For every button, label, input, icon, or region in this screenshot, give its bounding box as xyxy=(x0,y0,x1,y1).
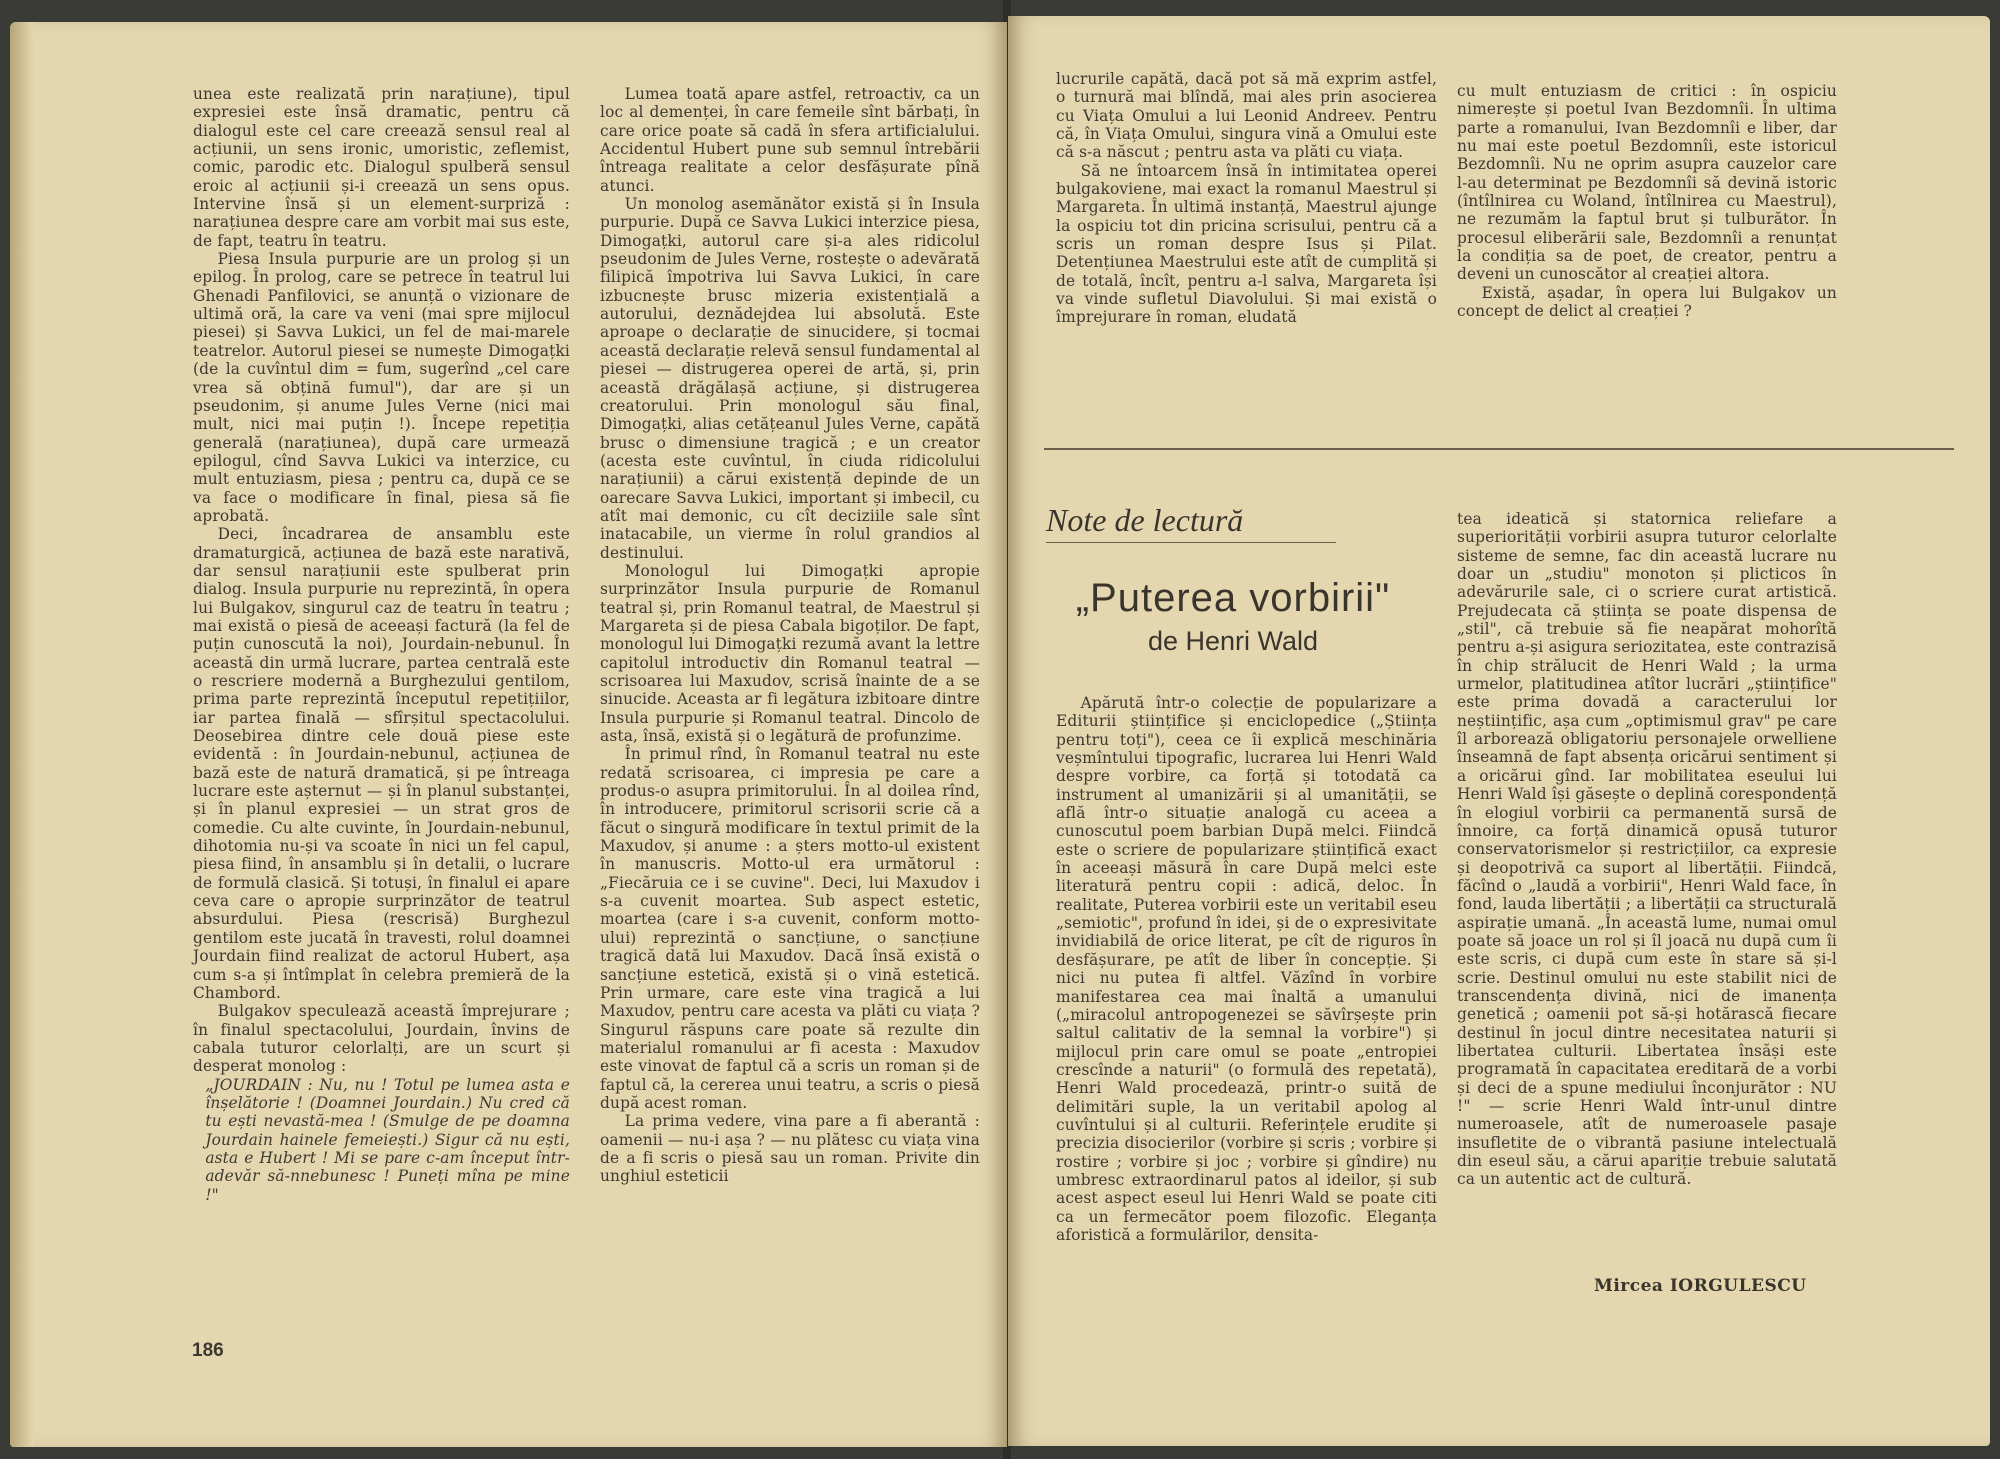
right-column-3 xyxy=(1056,694,1437,1244)
paragraph: Un monolog asemănător există și în Insula purpurie. După ce Savva Lukici interzice piesa, Dimogațki, autorul care și-a ales ridicolul pseudonim de Jules Verne, rostește o adevărată filipică împotriva lui Savva Lukici, în care izbucnește brusc mizeria existențială a autorului, deznădejdea lui absolută. Este aproape o declarație de sinucidere, și tocmai această declarație relevă sensul fundamental al piesei — distrugerea operei de artă, și, prin această drăgălașă acțiune, și distrugerea creatorului. Prin monologul său final, Dimogațki, alias cetățeanul Jules Verne, capătă brusc o dimensiune tragică ; e un creator (acesta este cuvîntul, în ciuda ridicolului narațiunii) a cărui existență depinde de un oarecare Savva Lukici, important și imbecil, cu atît mai demonic, cu cît deciziile sale sînt inatacabile, un vierme în rolul grandios al destinului. xyxy=(600,195,980,562)
left-page xyxy=(10,22,1007,1447)
signature: Mircea IORGULESCU xyxy=(1594,1276,1807,1296)
right-column-2 xyxy=(1457,82,1837,320)
section-divider xyxy=(1044,448,1954,450)
rubric-heading: Note de lectură xyxy=(1046,502,1244,538)
review-author-subtitle: de Henri Wald xyxy=(1147,626,1319,656)
right-column-4 xyxy=(1457,510,1837,1189)
paragraph: Există, așadar, în opera lui Bulgakov un concept de delict al creației ? xyxy=(1457,283,1837,321)
page-number: 186 xyxy=(192,1340,224,1361)
paragraph: Deci, încadrarea de ansamblu este dramaturgică, acțiunea de bază este narativă, dar sensul narațiunii este spulberat prin dialog. Insula purpurie nu reprezintă, în opera lui Bulgakov, singurul caz de teatru în teatru ; mai există o piesă de aceeași factură (la fel de puțin cunoscută la noi), Jourdain-nebunul. În această din urmă lucrare, partea centrală este o rescriere modernă a Burghezului gentilom, prima parte reprezintă începutul repetițiilor, iar partea finală — sfîrșitul spectacolului. Deosebirea dintre cele două piese este evidentă : în Jourdain-nebunul, acțiunea de bază este de natură dramatică, și pe întreaga lucrare este așternut — și în planul substanței, și în planul expresiei — un strat gros de comedie. Cu alte cuvinte, în Jourdain-nebunul, dihotomia nu-și va scoate în nici un fel capul, piesa fiind, în ansamblu și în detalii, o lucrare de formulă clasică. Și totuși, în finalul ei apare ceva care o apropie surprinzător de teatrul absurdului. Piesa (rescrisă) Burghezul gentilom este jucată în travesti, rolul doamnei Jourdain fiind realizat de actorul Hubert, așa cum s-a și întîmplat în celebra premieră de la Chambord. xyxy=(193,525,570,1002)
left-column-2 xyxy=(600,85,980,1186)
left-column-1 xyxy=(193,85,570,1204)
paragraph: Apărută într-o colecție de popularizare a Editurii științifice și enciclopedice („Știința pentru toți"), ceea ce îi explică meschinăria veșmîntului tipografic, lucrarea lui Henri Wald despre vorbire, ca forță și totodată ca instrument al umanizării și al umanității, se află într-o situație analogă cu aceea a cunoscutul poem barbian După melci. Fiindcă este o scriere de popularizare științifică exact în aceeași măsură în care După melci este literatură pentru copii : adică, deloc. În realitate, Puterea vorbirii este un veritabil eseu „semiotic", profund în idei, și de o expresivitate invidiabilă de orice literat, pe cît de riguros în desfășurare, pe atît de liber în concepție. Și nici nu putea fi altfel. Văzînd în vorbire manifestarea cea mai înaltă a umanului („miracolul antropogenezei se săvîrșește prin saltul calitativ de la semnal la vorbire") și mijlocul prin care omul se poate „entropiei crescînde a naturii" (o formulă des repetată), Henri Wald procedează, printr-o suită de delimitări suple, la un veritabil apolog al cuvîntului și al culturii. Referințele erudite și precizia disocierilor (vorbire și scris ; vorbire și rostire ; vorbire și joc ; vorbire și gîndire) nu umbresc extraordinarul patos al ideilor, și sub acest aspect eseul lui Henri Wald se poate citi ca un fermecător poem filozofic. Eleganța aforistică a formulărilor, densita- xyxy=(1056,694,1437,1244)
paragraph: În primul rînd, în Romanul teatral nu este redată scrisoarea, ci impresia pe care a produs-o asupra primitorului. În al doilea rînd, în introducere, primitorul scrisorii scrie că a făcut o singură modificare în textul primit de la Maxudov, și anume : a șters motto-ul existent în manuscris. Motto-ul era următorul : „Fiecăruia ce i se cuvine". Deci, lui Maxudov i s-a cuvenit moartea. Sub aspect estetic, moartea (care i s-a cuvenit, conform motto-ului) reprezintă o sancțiune, o sancțiune tragică dată lui Maxudov. Dacă însă există o sancțiune estetică, există și o vină estetică. Prin urmare, care este vina tragică a lui Maxudov, pentru care acesta va plăti cu viața ? Singurul răspuns care poate să rezulte din materialul romanului ar fi acesta : Maxudov este vinovat de faptul că a scris un roman și de faptul că, la cererea unui teatru, a scris o piesă după acest roman. xyxy=(600,745,980,1112)
paragraph: La prima vedere, vina pare a fi aberantă : oamenii — nu-i așa ? — nu plătesc cu viața vina de a fi scris o piesă sau un roman. Privite din unghiul esteticii xyxy=(600,1112,980,1186)
paragraph: tea ideatică și statornica reliefare a superiorității vorbirii asupra tuturor celorlalte sisteme de semne, fac din această lucrare nu doar un „studiu" monoton și plicticos în adevărurile sale, ci o scriere curat artistică. Prejudecata că știința se poate dispensa de „stil", că trebuie să fie neapărat mohorîtă pentru a-și asigura seriozitatea, este contrazisă în chip strălucit de Henri Wald ; la urma urmelor, platitudinea atîtor lucrări „științifice" este prima dovadă a caracterului lor neștiințific, așa cum „optimismul grav" pe care îl arborează obligatoriu personajele orwelliene înseamnă de fapt absența oricărui sentiment și a oricărui gînd. Iar mobilitatea eseului lui Henri Wald își găsește o deplină corespondență în elogiul vorbirii ca permanentă sursă de înnoire, ca forță dinamică opusă tuturor conservatorismelor și restricțiilor, ca expresie și deopotrivă ca suport al libertății. Fiindcă, făcînd o „laudă a vorbirii", Henri Wald face, în fond, lauda libertății ; a libertății ca structurală aspirație umană. „În această lume, numai omul poate să joace un rol și îl joacă nu după cum îi este scris, ci după cum este în stare să și-l scrie. Destinul omului nu este stabilit nici de transcendența divină, nici de imanența genetică ; oamenii pot să-și hotărască fiecare destinul în jocul dintre necesitatea naturii și libertatea culturii. Libertatea însăși este programată în capacitatea ereditară de a vorbi și deci de a spune mediului înconjurător : NU !" — scrie Henri Wald într-unul dintre numeroasele, atît de numeroasele pasaje insufletite de o vibrantă pasiune intelectuală din eseul său, a cărui apariție trebuie salutată ca un autentic act de cultură. xyxy=(1457,510,1837,1189)
right-column-1 xyxy=(1056,70,1437,327)
paragraph: lucrurile capătă, dacă pot să mă exprim astfel, o turnură mai blîndă, mai ales prin asocierea cu Viața Omului a lui Leonid Andreev. Pentru că, în Viața Omului, singura vină a Omului este că s-a născut ; pentru asta va plăti cu viața. xyxy=(1056,70,1437,162)
paragraph: cu mult entuziasm de critici : în ospiciu nimerește și poetul Ivan Bezdomnîi. În ultima parte a romanului, Ivan Bezdomnîi e liber, dar nu mai este poetul Bezdomnîi, este istoricul Bezdomnîi. Nu ne oprim asupra cauzelor care l-au determinat pe Bezdomnîi să devină istoric (întîlnirea cu Woland, întîlnirea cu Maestrul), ne rezumăm la faptul brut și tulburător. În procesul eliberării sale, Bezdomnîi a renunțat la condiția sa de poet, de creator, pentru a deveni un cunoscător al creației altora. xyxy=(1457,82,1837,284)
paragraph: Lumea toată apare astfel, retroactiv, ca un loc al demenței, în care femeile sînt bărbați, în care orice poate să cadă în sfera artificialului. Accidentul Hubert pune sub semnul întrebării întreaga realitate a celor desfășurate pînă atunci. xyxy=(600,85,980,195)
right-page xyxy=(1008,16,1990,1446)
review-title: „Puterea vorbirii" xyxy=(1075,576,1391,620)
paragraph: Bulgakov speculează această împrejurare ; în finalul spectacolului, Jourdain, învins de cabala tuturor celorlalți, are un scurt și desperat monolog : xyxy=(193,1002,570,1076)
paragraph: Să ne întoarcem însă în intimitatea operei bulgakoviene, mai exact la romanul Maestrul și Margareta. În ultimă instanță, Maestrul ajunge la ospiciu tot din pricina scrisului, pentru că a scris un roman despre Isus și Pilat. Detențiunea Maestrului este atît de cumplită și de totală, încît, pentru a-l salva, Margareta își va vinde sufletul Diavolului. Și mai există o împrejurare în roman, eludată xyxy=(1056,161,1437,327)
left-page-edge xyxy=(10,22,34,1447)
paragraph: „JOURDAIN : Nu, nu ! Totul pe lumea asta e înșelătorie ! (Doamnei Jourdain.) Nu cred că tu ești nevastă-mea ! (Smulge de pe doamna Jourdain hainele femeiești.) Sigur că nu ești, asta e Hubert ! Mi se pare c-am început într-adevăr să-nnebunesc ! Puneți mîna pe mine !" xyxy=(205,1075,570,1204)
paragraph: Piesa Insula purpurie are un prolog și un epilog. În prolog, care se petrece în teatrul lui Ghenadi Panfilovici, se anunță o vizionare de ultimă oră, la care va veni (mai spre mijlocul piesei) și Savva Lukici, un fel de mai-marele teatrelor. Autorul piesei se numește Dimogațki (de la cuvîntul dim = fum, sugerînd „cel care vrea să obțină fumul"), dar are și un pseudonim, și anume Jules Verne (nici mai mult, nici mai puțin !). Începe repetiția generală (narațiunea), după care urmează epilogul, cînd Savva Lukici va interzice, cu mult entuziasm, piesa ; pentru ca, după ce se va face o modificare în final, piesa să fie aprobată. xyxy=(193,250,570,525)
paragraph: Monologul lui Dimogațki apropie surprinzător Insula purpurie de Romanul teatral și, prin Romanul teatral, de Maestrul și Margareta și de piesa Cabala bigoților. De fapt, monologul lui Dimogațki rezumă avant la lettre capitolul introductiv din Romanul teatral — scrisoarea lui Maxudov, scrisă înainte de a se sinucide. Aceasta ar fi legătura izbitoare dintre Insula purpurie și Romanul teatral. Dincolo de asta, însă, există și o legătură de profunzime. xyxy=(600,561,980,746)
paragraph: unea este realizată prin narațiune), tipul expresiei este însă dramatic, pentru că dialogul este cel care creează sensul real al acțiunii, un sens ironic, umoristic, zeflemist, comic, parodic etc. Dialogul spulberă sensul eroic al acțiunii și-i creează un sens opus. Intervine însă și un element-surpriză : narațiunea despre care am vorbit mai sus este, de fapt, teatru în teatru. xyxy=(193,85,570,250)
rubric-underline xyxy=(1046,542,1336,543)
